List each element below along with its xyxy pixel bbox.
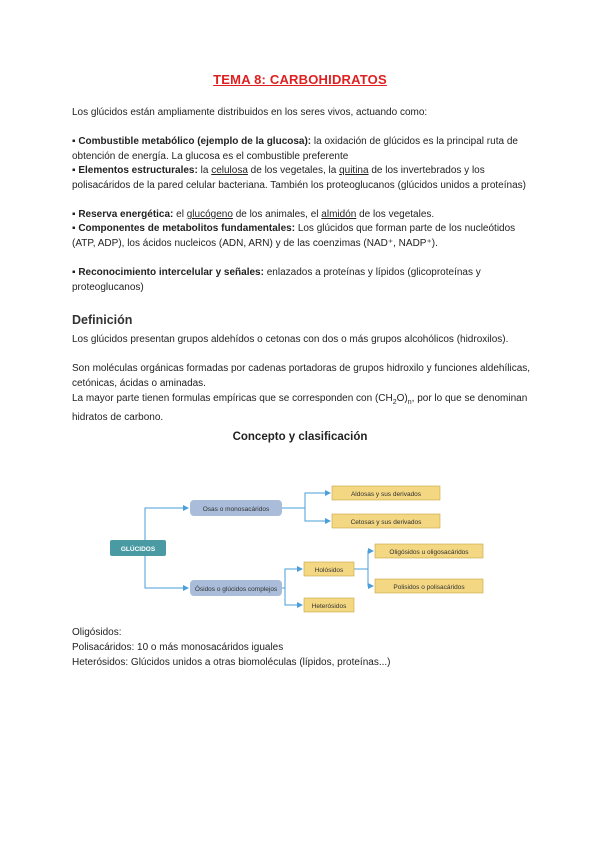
node-oligosidos-label: Oligósidos u oligosacáridos [389,549,469,556]
term-almidon: almidón [321,209,357,220]
bullet-text: la oxidación de glúcidos es la principal ruta de obtención de energía. La glucosa es el combustible preferente [72,136,518,162]
term-celulosa: celulosa [211,165,248,176]
bullet-label: Componentes de metabolitos fundamentales: [78,223,296,234]
node-osas-label: Osas o monosacáridos [202,506,270,513]
bullet-text: la [200,165,209,176]
bullet-label: Reconocimiento intercelular y señales: [78,267,264,278]
note-oligosidos: Oligósidos: [72,627,122,638]
definition-text: , por lo que se denominan hidratos de carbono. [72,393,528,423]
definition-p1: Los glúcidos presentan grupos aldehídos o cetonas con dos o más grupos alcohólicos (hidroxilos). [72,334,509,345]
diagram-heading: Concepto y clasificación [232,431,368,443]
bullet-label: Elementos estructurales: [78,165,198,176]
note-heterosidos: Heterósidos: Glúcidos unidos a otras biomoléculas (lípidos, proteínas...) [72,657,391,668]
node-polisidos-label: Polisidos o polisacáridos [393,584,465,591]
bullet-text: de los invertebrados y los polisacáridos de la pared celular bacteriana. También los proteoglucanos (glúcidos unidos a proteínas) [72,165,526,191]
bullet-text: enlazados a proteínas y lípidos (glicoproteínas y proteoglucanos) [72,267,481,293]
definition-text: O) [396,393,408,404]
section-heading-definicion: Definición [72,313,133,327]
note-polisacaridos: Polisacáridos: 10 o más monosacáridos iguales [72,642,284,653]
bullet-text: Los glúcidos que forman parte de los nucleótidos (ATP, ADP), los ácidos nucleicos (ADN, ARN) y de las coenzimas (NAD⁺, NADP⁺). [72,223,516,249]
node-heterosidos-label: Heterósidos [311,603,347,610]
page-title: TEMA 8: CARBOHIDRATOS [213,72,387,87]
bullet-text: de los vegetales. [359,209,435,220]
bullet-componentes: ▪ Componentes de metabolitos fundamentales: Los glúcidos que forman parte de los nucleótidos (ATP, ADP), los ácidos nucleicos (ADN, ARN) y de las coenzimas (NAD⁺, NADP⁺). [72,223,516,249]
term-glucogeno: glucógeno [186,209,233,220]
intro-paragraph: Los glúcidos están ampliamente distribuidos en los seres vivos, actuando como: [72,107,428,118]
subscript: n [407,399,412,406]
definition-text: La mayor parte tienen formulas empíricas que se corresponden con (CH [72,393,393,404]
node-glucidos-label: GLÚCIDOS [120,546,156,553]
node-osidos-label: Ósidos o glúcidos complejos [194,586,278,593]
bullet-text: el [176,209,184,220]
definition-p2: Son moléculas orgánicas formadas por cadenas portadoras de grupos hidroxilo y funciones aldehílicas, cetónicas, ácidas o aminadas. [72,363,531,389]
bullet-text: de los animales, el [235,209,319,220]
node-cetosas-label: Cetosas y sus derivados [350,519,422,526]
bullet-text: de los vegetales, la [250,165,337,176]
bullet-reconocimiento: ▪ Reconocimiento intercelular y señales: enlazados a proteínas y lípidos (glicoproteínas y proteoglucanos) [72,267,481,293]
bullet-estructurales: ▪ Elementos estructurales: la celulosa de los vegetales, la quitina de los invertebrados y los polisacáridos de la pared celular bacteriana. También los proteoglucanos (glúcidos unidos a proteínas) [72,165,526,191]
node-aldosas-label: Aldosas y sus derivados [350,491,422,498]
subscript: 2 [392,399,397,406]
bullet-combustible: ▪ Combustible metabólico (ejemplo de la glucosa): la oxidación de glúcidos es la principal ruta de obtención de energía. La glucosa es el combustible preferente [72,136,518,162]
term-quitina: quitina [339,165,369,176]
node-holosidos-label: Holósidos [314,567,344,574]
bullet-reserva: ▪ Reserva energética: el glucógeno de los animales, el almidón de los vegetales. [72,209,435,220]
bullet-label: Reserva energética: [78,209,174,220]
bullet-label: Combustible metabólico (ejemplo de la glucosa): [78,136,312,147]
